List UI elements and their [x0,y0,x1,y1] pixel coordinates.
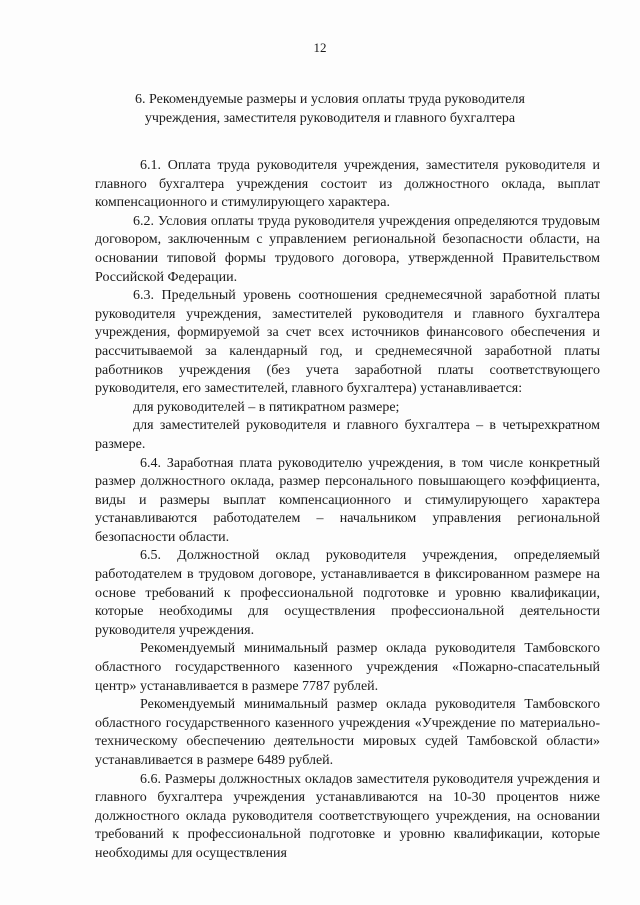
section-heading-line-2: учреждения, заместителя руководителя и главного бухгалтера [144,111,516,126]
paragraph-6-6: 6.6. Размеры должностных окладов заместителя руководителя учреждения и главного бухгалтера учреждения устанавливаются на 10-30 процентов ниже должностного оклада руководителя соответствующего учреждения, на основании требований к профессиональной подготовке и уровню квалификации, которые необходимы для осуществления [95,771,600,861]
paragraph-6-3-deputies: для заместителей руководителя и главного бухгалтера – в четырехкратном размере. [95,418,600,452]
paragraph-6-2: 6.2. Условия оплаты труда руководителя учреждения определяются трудовым договором, заключенным с управлением региональной безопасности области, на основании типовой формы трудового договора, утвержденной Правительством Российской Федерации. [95,213,600,285]
paragraph-6-3-directors: для руководителей – в пятикратном размере; [133,399,400,415]
document-body [95,157,600,864]
section-heading [110,90,550,128]
paragraph-salary-fire-center: Рекомендуемый минимальный размер оклада руководителя Тамбовского областного государственного казенного учреждения «Пожарно-спасательный центр» устанавливается в размере 7787 рублей. [95,641,600,694]
page-number: 12 [313,40,327,55]
paragraph-6-5: 6.5. Должностной оклад руководителя учреждения, определяемый работодателем в трудовом договоре, устанавливается в фиксированном размере на основе требований к профессиональной подготовке и уровню квалификации, которые необходимы для осуществления профессиональной деятельности руководителя учреждения. [95,548,600,638]
section-heading-line-1: 6. Рекомендуемые размеры и условия оплаты труда руководителя [135,92,525,107]
paragraph-6-4: 6.4. Заработная плата руководителю учреждения, в том числе конкретный размер должностного оклада, размер персонального повышающего коэффициента, виды и размеры выплат компенсационного и стимулирующего характера устанавливаются работодателем – начальником управления региональной безопасности области. [95,455,600,545]
paragraph-6-1: 6.1. Оплата труда руководителя учреждения, заместителя руководителя и главного бухгалтера учреждения состоит из должностного оклада, выплат компенсационного и стимулирующего характера. [95,158,600,211]
paragraph-6-3: 6.3. Предельный уровень соотношения среднемесячной заработной платы руководителя учреждения, заместителей руководителя и главного бухгалтера учреждения, формируемой за счет всех источников финансового обеспечения и рассчитываемой за календарный год, и среднемесячной заработной платы работников учреждения (без учета заработной платы соответствующего руководителя, его заместителей, главного бухгалтера) устанавливается: [95,288,600,397]
paragraph-salary-judges-support: Рекомендуемый минимальный размер оклада руководителя Тамбовского областного государственного казенного учреждения «Учреждение по материально-техническому обеспечению деятельности мировых судей Тамбовской области» устанавливается в размере 6489 рублей. [95,697,600,768]
